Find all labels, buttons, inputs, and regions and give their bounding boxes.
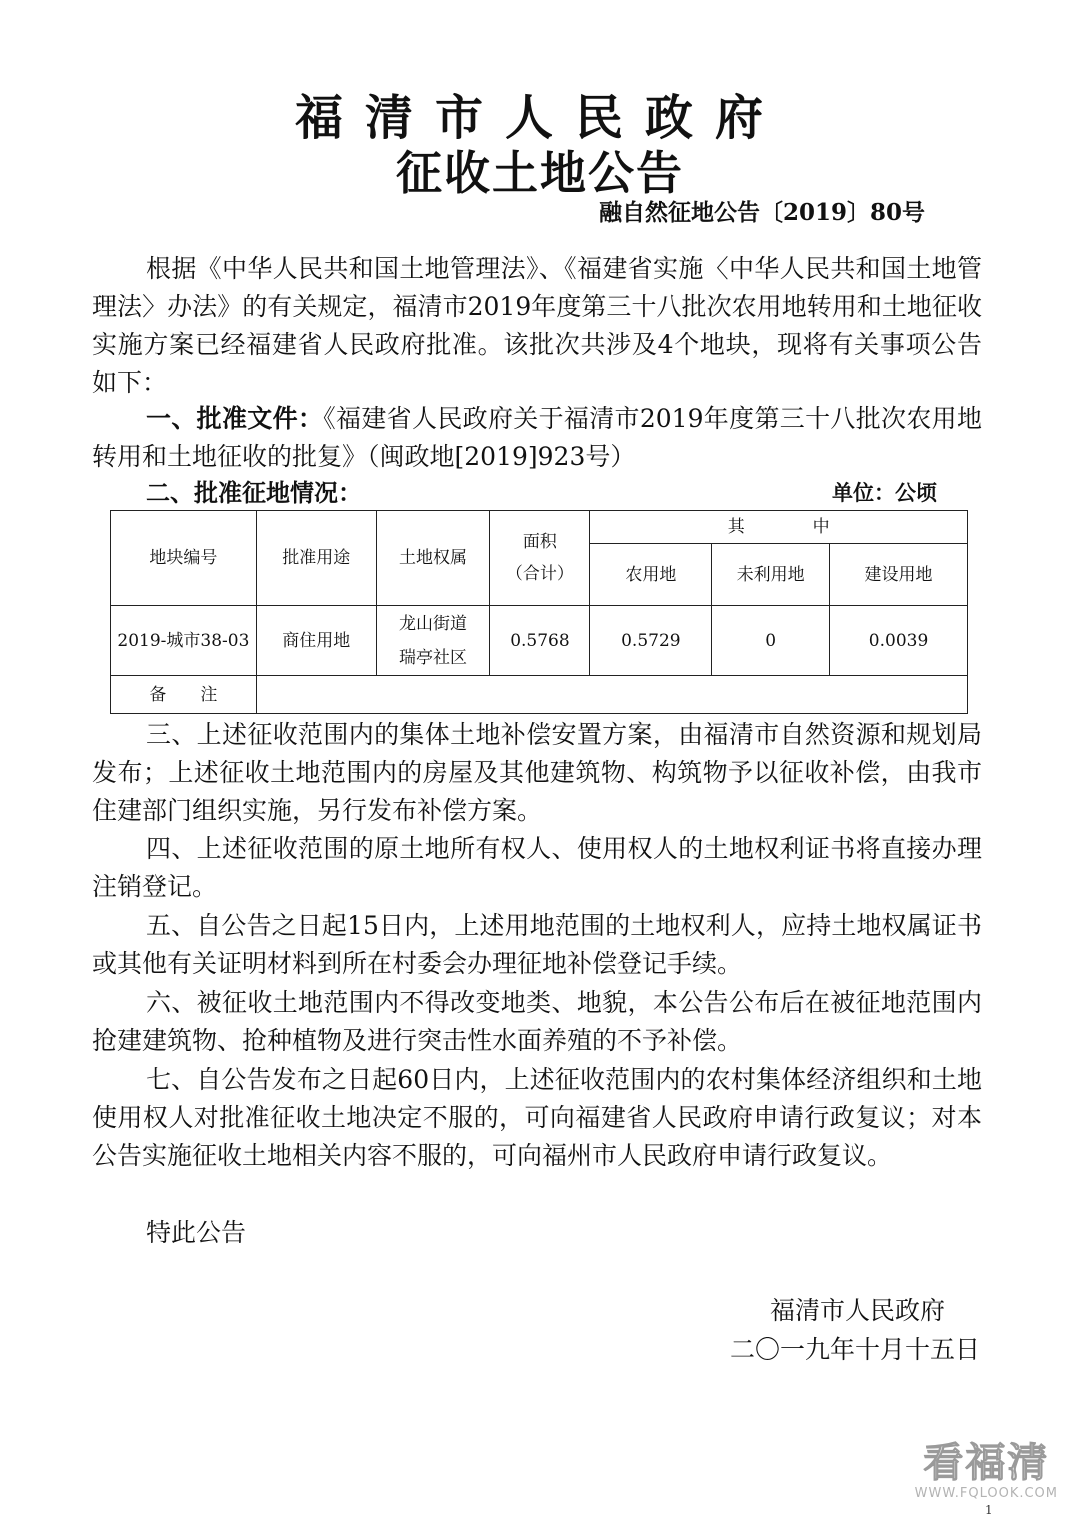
- closing-paragraph: 特此公告: [146, 1218, 247, 1247]
- site-watermark: [915, 1440, 1058, 1502]
- section-7-paragraph: 七、自公告发布之日起60日内，上述征收范围内的农村集体经济组织和土地使用权人对批准征收土地决定不服的，可向福建省人民政府申请行政复议；对本公告实施征收土地相关内容不服的，可向福州市人民政府申请行政复议。: [92, 1065, 982, 1170]
- cell-unused: 0: [712, 606, 830, 676]
- watermark-url: WWW.FQLOOK.COM: [914, 1486, 1058, 1501]
- document-subtitle: 征收土地公告: [396, 146, 684, 200]
- unit-label: 单位：公顷: [832, 480, 937, 505]
- header-use: 批准用途: [256, 511, 376, 606]
- header-plot-no: 地块编号: [111, 511, 257, 606]
- header-unused: 未利用地: [712, 544, 830, 606]
- intro-paragraph: 根据《中华人民共和国土地管理法》、《福建省实施〈中华人民共和国土地管理法〉办法》的有关规定，福清市2019年度第三十八批次农用地转用和土地征收实施方案已经福建省人民政府批准。该批次共涉及4个地块，现将有关事项公告如下：: [92, 254, 982, 397]
- remarks-label: 备 注: [111, 676, 257, 714]
- cell-farmland: 0.5729: [590, 606, 712, 676]
- section-3-paragraph: 三、上述征收范围内的集体土地补偿安置方案，由福清市自然资源和规划局发布；上述征收土地范围内的房屋及其他建筑物、构筑物予以征收补偿，由我市住建部门组织实施，另行发布补偿方案。: [92, 720, 982, 825]
- cell-area-total: 0.5768: [490, 606, 590, 676]
- section-4-paragraph: 四、上述征收范围的原土地所有权人、使用权人的土地权利证书将直接办理注销登记。: [92, 834, 982, 901]
- document-title: 福清市人民政府: [294, 90, 785, 146]
- header-area-line1: 面积: [522, 532, 557, 552]
- cell-ownership-line2: 瑞亭社区: [399, 647, 468, 668]
- cell-plot-no: 2019-城市38-03: [111, 606, 257, 676]
- table-row: [111, 606, 968, 676]
- section-1-text: 《福建省人民政府关于福清市2019年度第三十八批次农用地转用和土地征收的批复》（闽政地[2019]923号）: [92, 404, 982, 471]
- section-1-heading: 一、批准文件：: [146, 404, 324, 433]
- section-6-paragraph: 六、被征收土地范围内不得改变地类、地貌，本公告公布后在被征地范围内抢建建筑物、抢种植物及进行突击性水面养殖的不予补偿。: [92, 988, 982, 1055]
- page-number: 1: [985, 1503, 993, 1517]
- cell-ownership: [376, 606, 490, 676]
- header-area: [490, 511, 590, 606]
- issuer-signature: 福清市人民政府: [769, 1296, 945, 1325]
- section-1-paragraph: [92, 400, 982, 476]
- land-acquisition-table: [110, 510, 968, 714]
- header-construction: 建设用地: [830, 544, 968, 606]
- cell-use: 商住用地: [256, 606, 376, 676]
- remarks-row: [111, 676, 968, 714]
- header-farmland: 农用地: [590, 544, 712, 606]
- section-2-heading: 二、批准征地情况：: [146, 478, 362, 507]
- cell-ownership-line1: 龙山街道: [399, 613, 468, 634]
- remarks-value: [256, 676, 967, 714]
- header-area-line2: （合计）: [505, 564, 574, 584]
- cell-construction: 0.0039: [830, 606, 968, 676]
- watermark-logo: 看福清: [923, 1440, 1050, 1486]
- document-number: 融自然征地公告〔2019〕80号: [598, 199, 925, 226]
- issue-date: 二〇一九年十月十五日: [729, 1335, 980, 1364]
- section-5-paragraph: 五、自公告之日起15日内，上述用地范围的土地权利人，应持土地权属证书或其他有关证明材料到所在村委会办理征地补偿登记手续。: [92, 911, 982, 978]
- header-of-which: 其 中: [590, 511, 968, 544]
- header-ownership: 土地权属: [376, 511, 490, 606]
